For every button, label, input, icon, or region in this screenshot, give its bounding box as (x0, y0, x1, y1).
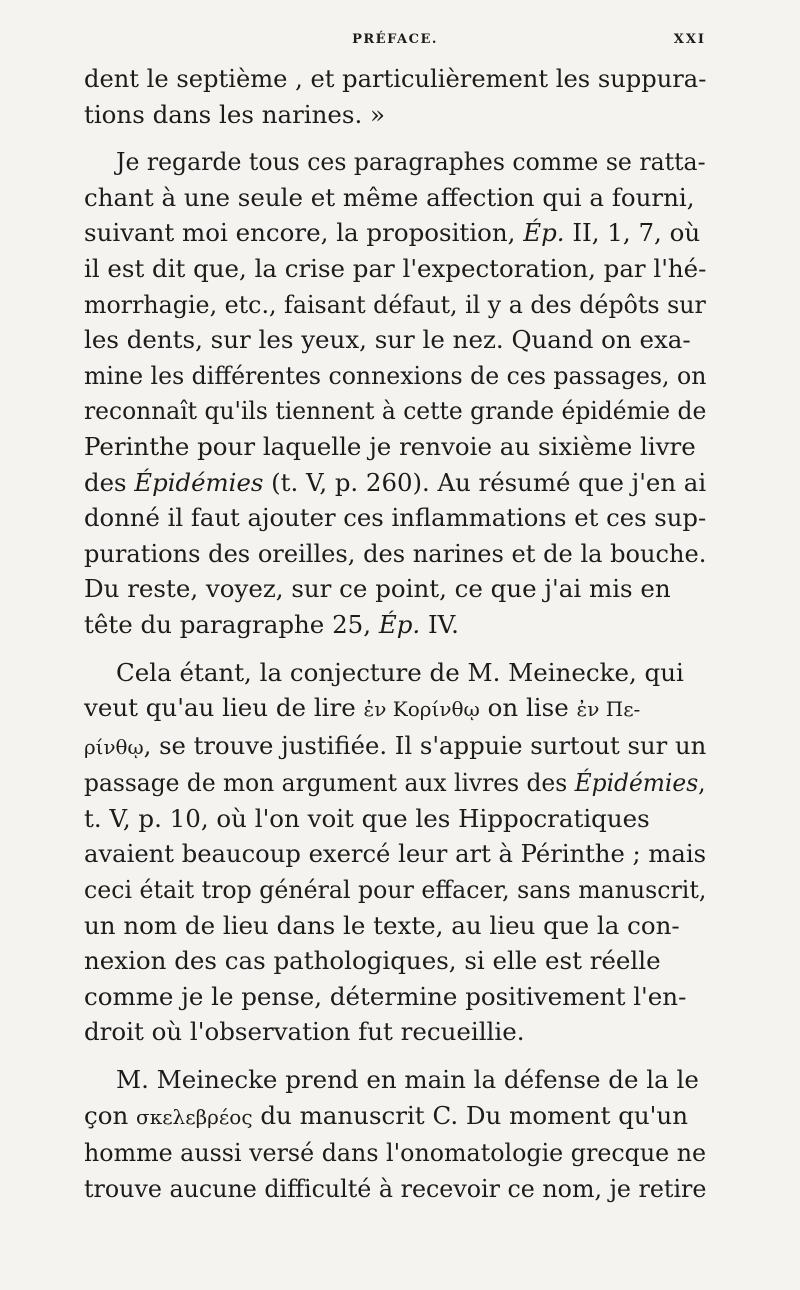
text-line: purations des oreilles, des narines et de la bouche. (84, 538, 707, 568)
text-line: morrhagie, etc., faisant défaut, il y a des dépôts sur (84, 289, 706, 319)
text-line: Du reste, voyez, sur ce point, ce que j'ai mis en (84, 574, 671, 604)
running-head (84, 32, 706, 52)
text-line: mine les différentes connexions de ces passages, on (84, 360, 707, 390)
text-line: ρίνθῳ, se trouve justifiée. Il s'appuie surtout sur un (84, 730, 707, 760)
page-number: XXI (673, 32, 706, 47)
text-line: suivant moi encore, la proposition, Ép. II, 1, 7, où (84, 218, 701, 248)
text-line: çon σκελεβρέος du manuscrit C. Du moment qu'un (84, 1100, 688, 1130)
text-line: il est dit que, la crise par l'expectoration, par l'hé- (84, 253, 707, 283)
text-line: veut qu'au lieu de lire ἐν Κορίνθῳ on lise ἐν Πε- (84, 693, 641, 723)
text-line: droit où l'observation fut recueillie. (84, 1017, 525, 1047)
text-line: Perinthe pour laquelle je renvoie au sixième livre (84, 431, 696, 461)
text-line: les dents, sur les yeux, sur le nez. Quand on exa- (84, 325, 691, 355)
text-line: comme je le pense, détermine positivement l'en- (84, 981, 687, 1011)
text-line: un nom de lieu dans le texte, au lieu que la con- (84, 910, 680, 940)
greek-text: ρίνθῳ (84, 734, 144, 759)
text-line: des Épidémies (t. V, p. 260). Au résumé que j'en ai (84, 467, 707, 497)
text-line: tions dans les narines. » (84, 99, 386, 129)
text-line: chant à une seule et même affection qui a fourni, (84, 182, 695, 212)
text-line: donné il faut ajouter ces inflammations et ces sup- (84, 503, 707, 533)
text-line: avaient beaucoup exercé leur art à Périnthe ; mais (84, 839, 707, 869)
text-line: homme aussi versé dans l'onomatologie grecque ne (84, 1138, 707, 1168)
text-line: t. V, p. 10, où l'on voit que les Hippocratiques (84, 803, 650, 833)
text-line: passage de mon argument aux livres des Épidémies, (84, 768, 706, 798)
greek-text: ἐν Κορίνθῳ (363, 697, 480, 722)
text-line: Je regarde tous ces paragraphes comme se ratta- (116, 147, 706, 177)
text-line: dent le septième , et particulièrement les suppura- (84, 64, 707, 93)
greek-text: σκελεβρέος (136, 1104, 253, 1129)
running-head-title: PRÉFACE. (352, 32, 438, 47)
text-line: tête du paragraphe 25, Ép. IV. (84, 609, 459, 639)
text-line: M. Meinecke prend en main la défense de la le (116, 1065, 699, 1095)
text-line: ceci était trop général pour effacer, sans manuscrit, (84, 875, 707, 905)
text-line: nexion des cas pathologiques, si elle est réelle (84, 946, 661, 976)
text-line: Cela étant, la conjecture de M. Meinecke, qui (116, 657, 684, 687)
body-text (84, 61, 706, 1206)
text-line: reconnaît qu'ils tiennent à cette grande épidémie de (84, 396, 707, 426)
greek-text: ἐν Πε- (576, 697, 641, 722)
text-line: trouve aucune difficulté à recevoir ce nom, je retire (84, 1173, 707, 1203)
